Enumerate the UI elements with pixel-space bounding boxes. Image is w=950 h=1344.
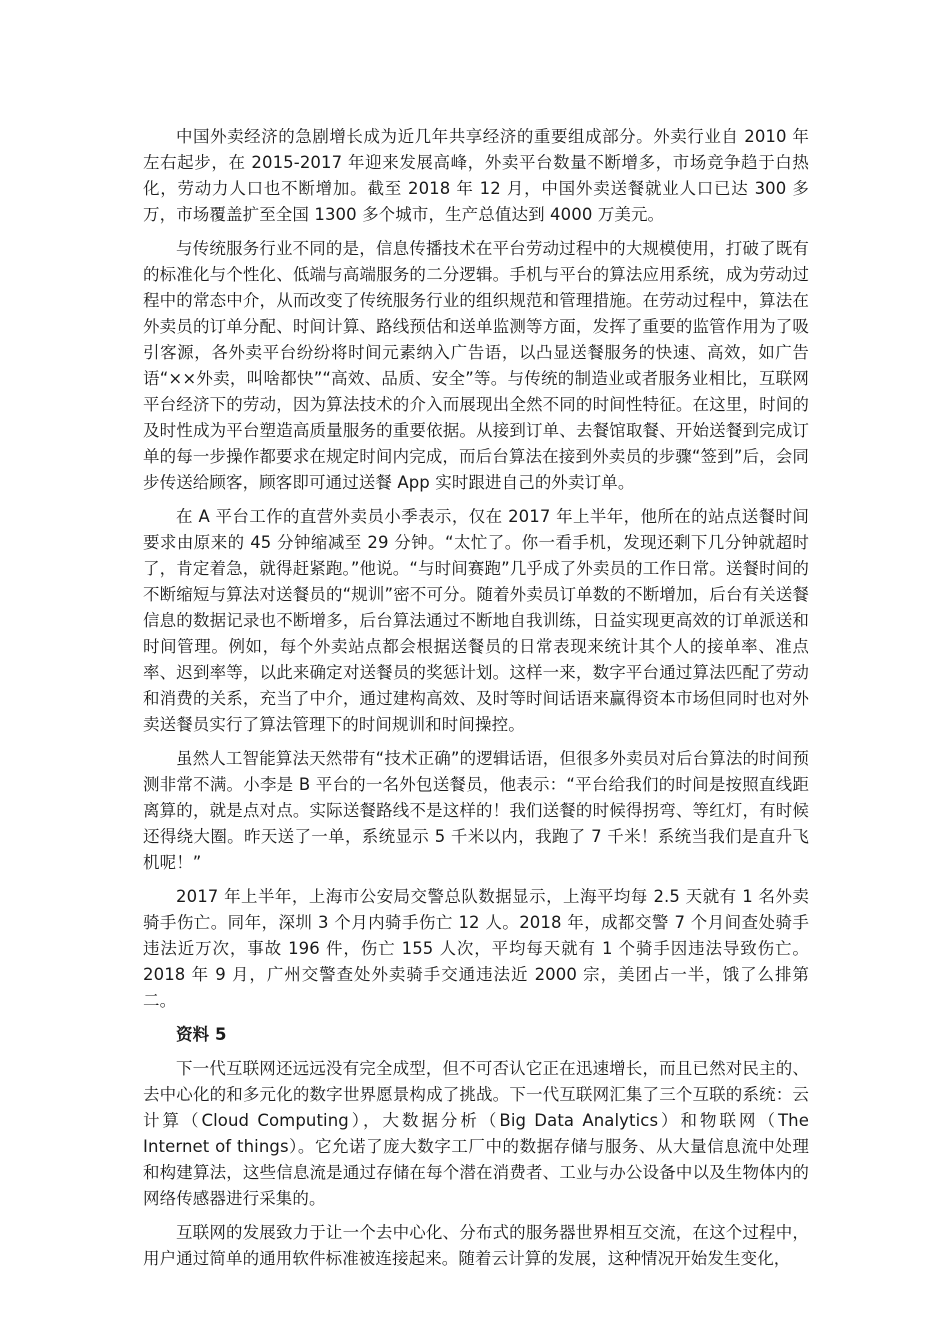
paragraph-takeout-growth: 中国外卖经济的急剧增长成为近几年共享经济的重要组成部分。外卖行业自 2010 年左右起步，在 2015-2017 年迎来发展高峰，外卖平台数量不断增多，市场竞争趋于白热化，劳动力人口也不断增加。截至 2018 年 12 月，中国外卖送餐就业人口已达 300 多万，市场覆盖扩至全国 1300 多个城市，生产总值达到 4000 万美元。 xyxy=(143,127,809,224)
paragraph-courier-xiaoji: 在 A 平台工作的直营外卖员小季表示，仅在 2017 年上半年，他所在的站点送餐时间要求由原来的 45 分钟缩减至 29 分钟。“太忙了。你一看手机，发现还剩下几分钟就超时了，肯定着急，就得赶紧跑。”他说。“与时间赛跑”几乎成了外卖员的工作日常。送餐时间的不断缩短与算法对送餐员的“规训”密不可分。随着外卖员订单数的不断增加，后台有关送餐信息的数据记录也不断增多，后台算法通过不断地自我训练，日益实现更高效的订单派送和时间管理。例如，每个外卖站点都会根据送餐员的日常表现来统计其个人的接单率、准点率、迟到率等，以此来确定对送餐员的奖惩计划。这样一来，数字平台通过算法匹配了劳动和消费的关系，充当了中介，通过建构高效、及时等时间话语来赢得资本市场但同时也对外卖送餐员实行了算法管理下的时间规训和时间操控。 xyxy=(143,507,809,734)
paragraph-accident-statistics: 2017 年上半年，上海市公安局交警总队数据显示，上海平均每 2.5 天就有 1 名外卖骑手伤亡。同年，深圳 3 个月内骑手伤亡 12 人。2018 年，成都交警 7 个月间查处骑手违法近万次，事故 196 件，伤亡 155 人次，平均每天就有 1 个骑手因违法导致伤亡。2018 年 9 月，广州交警查处外卖骑手交通违法近 2000 宗，美团占一半，饿了么排第二。 xyxy=(143,887,809,1010)
document-page xyxy=(143,124,809,1280)
paragraph-algorithm-mediation: 与传统服务行业不同的是，信息传播技术在平台劳动过程中的大规模使用，打破了既有的标准化与个性化、低端与高端服务的二分逻辑。手机与平台的算法应用系统，成为劳动过程中的常态中介，从而改变了传统服务行业的组织规范和管理措施。在劳动过程中，算法在外卖员的订单分配、时间计算、路线预估和送单监测等方面，发挥了重要的监管作用为了吸引客源，各外卖平台纷纷将时间元素纳入广告语，以凸显送餐服务的快速、高效，如广告语“××外卖，叫啥都快”“高效、品质、安全”等。与传统的制造业或者服务业相比，互联网平台经济下的劳动，因为算法技术的介入而展现出全然不同的时间性特征。在这里，时间的及时性成为平台塑造高质量服务的重要依据。从接到订单、去餐馆取餐、开始送餐到完成订单的每一步操作都要求在规定时间内完成，而后台算法在接到外卖员的步骤“签到”后，会同步传送给顾客，顾客即可通过送餐 App 实时跟进自己的外卖订单。 xyxy=(143,239,809,492)
paragraph-next-internet: 下一代互联网还远远没有完全成型，但不可否认它正在迅速增长，而且已然对民主的、去中心化的和多元化的数字世界愿景构成了挑战。下一代互联网汇集了三个互联的系统：云计算（Cloud Computing），大数据分析（Big Data Analytics）和物联网（The Internet of things）。它允诺了庞大数字工厂中的数据存储与服务、从大量信息流中处理和构建算法，这些信息流是通过存储在每个潜在消费者、工业与办公设备中以及生物体内的网络传感器进行采集的。 xyxy=(143,1059,809,1208)
paragraph-courier-xiaoli: 虽然人工智能算法天然带有“技术正确”的逻辑话语，但很多外卖员对后台算法的时间预测非常不满。小李是 B 平台的一名外包送餐员，他表示：“平台给我们的时间是按照直线距离算的，就是点对点。实际送餐路线不是这样的！我们送餐的时候得拐弯、等红灯，有时候还得绕大圈。昨天送了一单，系统显示 5 千米以内，我跑了 7 千米！系统当我们是直升飞机呢！” xyxy=(143,749,809,872)
paragraph-decentralized-servers: 互联网的发展致力于让一个去中心化、分布式的服务器世界相互交流，在这个过程中，用户通过简单的通用软件标准被连接起来。随着云计算的发展，这种情况开始发生变化， xyxy=(143,1223,809,1268)
section-heading: 资料 5 xyxy=(176,1025,227,1044)
